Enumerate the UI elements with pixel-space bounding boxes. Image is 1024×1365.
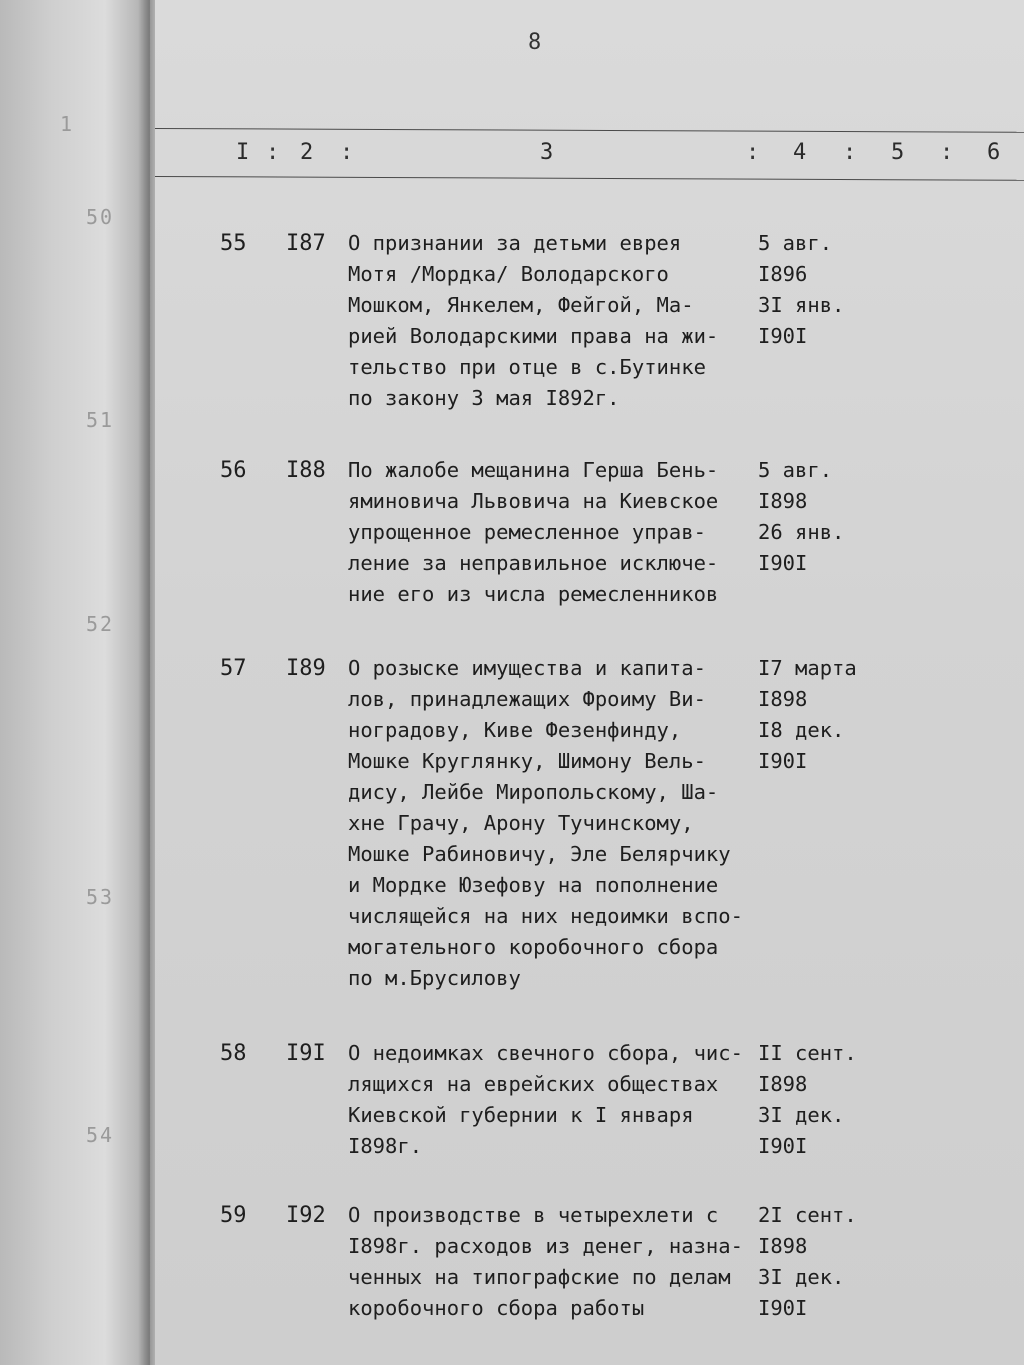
entry-dates bbox=[758, 228, 878, 352]
title-line: лов, принадлежащих Фроиму Ви- bbox=[348, 687, 706, 711]
end-year: I90I bbox=[758, 749, 808, 773]
title-line: О производстве в четырехлети с bbox=[348, 1203, 719, 1227]
start-date: II сент. bbox=[758, 1041, 857, 1065]
case-number: I88 bbox=[286, 458, 326, 483]
title-line: упрощенное ремесленное управ- bbox=[348, 520, 706, 544]
title-line: О признании за детьми еврея bbox=[348, 231, 682, 255]
title-line: Мошке Круглянку, Шимону Вель- bbox=[348, 749, 706, 773]
start-date: 5 авг. bbox=[758, 458, 833, 482]
entry-title bbox=[348, 455, 748, 610]
column-separator: : bbox=[340, 140, 354, 165]
left-page bbox=[0, 0, 150, 1365]
entry-number: 59 bbox=[220, 1203, 247, 1228]
end-year: I90I bbox=[758, 324, 808, 348]
start-year: I896 bbox=[758, 262, 808, 286]
title-line: О недоимках свечного сбора, чис- bbox=[348, 1041, 743, 1065]
end-date: 26 янв. bbox=[758, 520, 845, 544]
case-number: I87 bbox=[286, 231, 326, 256]
title-line: тельство при отце в с.Бутинке bbox=[348, 355, 706, 379]
start-year: I898 bbox=[758, 489, 808, 513]
case-number: I89 bbox=[286, 656, 326, 681]
column-header-5: 5 bbox=[891, 140, 905, 165]
column-header-2: 2 bbox=[300, 140, 314, 165]
title-line: Киевской губернии к I января bbox=[348, 1103, 694, 1127]
entry-number: 57 bbox=[220, 656, 247, 681]
column-separator: : bbox=[940, 140, 954, 165]
left-page-fragment: 52 bbox=[86, 612, 115, 636]
title-line: ченных на типографские по делам bbox=[348, 1265, 731, 1289]
start-date: I7 марта bbox=[758, 656, 857, 680]
start-year: I898 bbox=[758, 1072, 808, 1096]
start-year: I898 bbox=[758, 687, 808, 711]
entry-number: 56 bbox=[220, 458, 247, 483]
title-line: ние его из числа ремесленников bbox=[348, 582, 719, 606]
column-header-6: 6 bbox=[987, 140, 1001, 165]
entry-title bbox=[348, 653, 748, 994]
start-date: 2I сент. bbox=[758, 1203, 857, 1227]
entry-title bbox=[348, 1038, 748, 1162]
title-line: ноградову, Киве Фезенфинду, bbox=[348, 718, 682, 742]
end-date: 3I янв. bbox=[758, 293, 845, 317]
title-line: дису, Лейбе Миропольскому, Ша- bbox=[348, 780, 719, 804]
title-line: коробочного сбора работы bbox=[348, 1296, 645, 1320]
title-line: по закону 3 мая I892г. bbox=[348, 386, 620, 410]
end-date: I8 дек. bbox=[758, 718, 845, 742]
column-separator: : bbox=[746, 140, 760, 165]
case-number: I92 bbox=[286, 1203, 326, 1228]
entry-dates bbox=[758, 1200, 878, 1324]
start-year: I898 bbox=[758, 1234, 808, 1258]
title-line: лящихся на еврейских обществах bbox=[348, 1072, 719, 1096]
left-page-fragment: 54 bbox=[86, 1123, 115, 1147]
end-year: I90I bbox=[758, 1134, 808, 1158]
entry-title bbox=[348, 228, 748, 414]
end-date: 3I дек. bbox=[758, 1265, 845, 1289]
title-line: хне Грачу, Арону Тучинскому, bbox=[348, 811, 694, 835]
title-line: рией Володарскими права на жи- bbox=[348, 324, 719, 348]
title-line: Мошке Рабиновичу, Эле Белярчику bbox=[348, 842, 731, 866]
case-number: I9I bbox=[286, 1041, 326, 1066]
end-year: I90I bbox=[758, 1296, 808, 1320]
column-separator: : bbox=[266, 140, 280, 165]
title-line: Мотя /Мордка/ Володарского bbox=[348, 262, 669, 286]
page-number: 8 bbox=[528, 30, 542, 55]
entry-number: 58 bbox=[220, 1041, 247, 1066]
title-line: и Мордке Юзефову на пополнение bbox=[348, 873, 719, 897]
column-header-4: 4 bbox=[793, 140, 807, 165]
column-header-3: 3 bbox=[540, 140, 554, 165]
column-separator: : bbox=[843, 140, 857, 165]
title-line: ление за неправильное исключе- bbox=[348, 551, 719, 575]
start-date: 5 авг. bbox=[758, 231, 833, 255]
column-header-1: I bbox=[236, 140, 250, 165]
title-line: I898г. расходов из денег, назна- bbox=[348, 1234, 743, 1258]
title-line: По жалобе мещанина Герша Бень- bbox=[348, 458, 719, 482]
title-line: О розыске имущества и капита- bbox=[348, 656, 706, 680]
left-page-fragment: 53 bbox=[86, 885, 115, 909]
title-line: могательного коробочного сбора bbox=[348, 935, 719, 959]
left-page-fragment: 51 bbox=[86, 408, 115, 432]
entry-dates bbox=[758, 1038, 878, 1162]
title-line: Мошком, Янкелем, Фейгой, Ма- bbox=[348, 293, 694, 317]
entry-number: 55 bbox=[220, 231, 247, 256]
left-page-fragment: 1 bbox=[60, 112, 75, 136]
end-year: I90I bbox=[758, 551, 808, 575]
title-line: по м.Брусилову bbox=[348, 966, 521, 990]
title-line: I898г. bbox=[348, 1134, 423, 1158]
title-line: яминовича Львовича на Киевское bbox=[348, 489, 719, 513]
entry-title bbox=[348, 1200, 748, 1324]
entry-dates bbox=[758, 455, 878, 579]
left-page-fragment: 50 bbox=[86, 205, 115, 229]
end-date: 3I дек. bbox=[758, 1103, 845, 1127]
entry-dates bbox=[758, 653, 878, 777]
title-line: числящейся на них недоимки вспо- bbox=[348, 904, 743, 928]
